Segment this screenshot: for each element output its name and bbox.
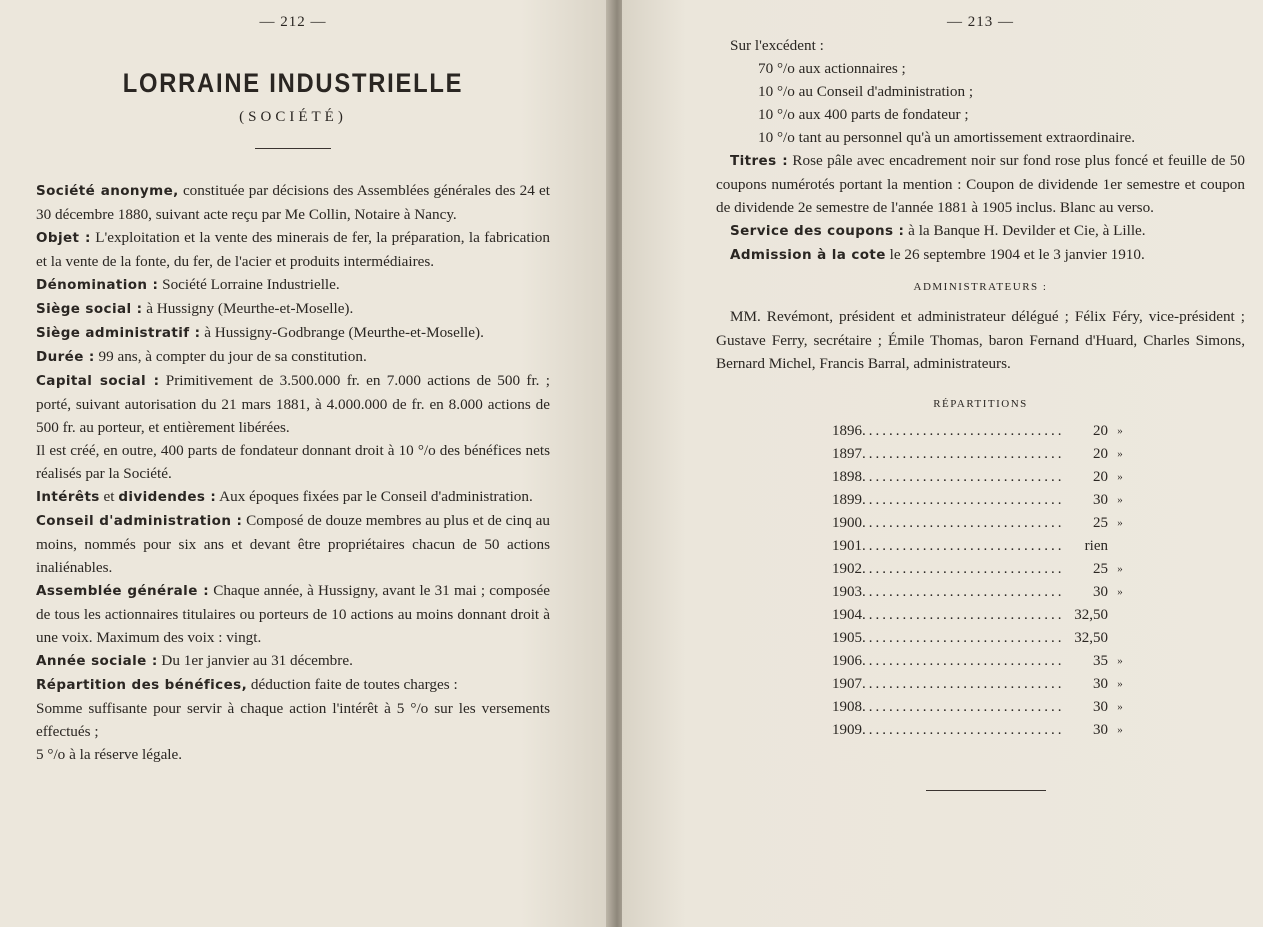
ditto-mark: » xyxy=(1117,723,1123,736)
section-paragraph xyxy=(36,297,550,321)
year-label: 1904 xyxy=(832,606,862,623)
section-heading: Titres : xyxy=(730,153,789,169)
repartition-value: 30 xyxy=(1093,721,1108,738)
section-paragraph xyxy=(36,673,550,697)
repartition-value: 20 xyxy=(1093,445,1108,462)
section-heading: Capital social : xyxy=(36,373,160,389)
section-connector: et xyxy=(99,488,119,505)
table-row xyxy=(832,696,1245,719)
end-divider xyxy=(926,790,1046,791)
table-row xyxy=(832,581,1245,604)
table-row xyxy=(832,558,1245,581)
section-paragraph xyxy=(716,149,1245,219)
section-text: Primitivement de 3.500.000 fr. en 7.000 actions de 500 fr. ; porté, suivant autorisation du 21 mars 1881, à 4.000.000 de fr. en 8.000 actions de 500 fr. au porteur, et entièrement libérées. xyxy=(36,372,550,436)
repartition-year xyxy=(832,489,1068,512)
ditto-mark: » xyxy=(1117,493,1123,506)
repartition-year xyxy=(832,466,1068,489)
section-heading: Intérêts xyxy=(36,489,100,505)
ditto-mark xyxy=(1108,535,1132,558)
section-text: à Hussigny-Godbrange (Meurthe-et-Moselle). xyxy=(200,324,484,341)
section-text: 5 °/o à la réserve légale. xyxy=(36,746,183,763)
leader-dots: .............................. xyxy=(862,537,1065,554)
section-paragraph xyxy=(36,226,550,273)
section-text: Du 1er janvier au 31 décembre. xyxy=(157,652,353,669)
section-text: Somme suffisante pour servir à chaque action l'intérêt à 5 °/o sur les versements effectués ; xyxy=(36,700,550,740)
leader-dots: .............................. xyxy=(862,606,1065,623)
year-label: 1902 xyxy=(832,560,862,577)
left-body xyxy=(36,179,550,766)
section-paragraph xyxy=(36,649,550,673)
left-page xyxy=(0,0,612,927)
repartition-value: 35 xyxy=(1093,652,1108,669)
section-paragraph xyxy=(36,509,550,579)
section-text: à Hussigny (Meurthe-et-Moselle). xyxy=(142,300,354,317)
leader-dots: .............................. xyxy=(862,675,1065,692)
section-text: Chaque année, à Hussigny, avant le 31 mai ; composée de tous les actionnaires titulaires ou porteurs de 10 actions au moins donnant droit à une voix. Maximum des voix : vingt. xyxy=(36,582,551,646)
allocation-item: 10 °/o aux 400 parts de fondateur ; xyxy=(758,106,969,123)
section-heading: Durée : xyxy=(36,349,95,365)
repartitions-heading: RÉPARTITIONS xyxy=(933,397,1028,410)
section-text: 99 ans, à compter du jour de sa constitution. xyxy=(94,348,367,365)
table-row xyxy=(832,512,1245,535)
leader-dots: .............................. xyxy=(862,698,1065,715)
section-heading: Conseil d'administration : xyxy=(36,513,243,529)
repartition-year xyxy=(832,673,1068,696)
ditto-mark: » xyxy=(1117,562,1123,575)
leader-dots: .............................. xyxy=(862,629,1065,646)
section-heading: Admission à la cote xyxy=(730,247,886,263)
section-text: Il est créé, en outre, 400 parts de fondateur donnant droit à 10 °/o des bénéfices nets réalisés par la Société. xyxy=(36,442,550,482)
section-heading: Répartition des bénéfices, xyxy=(36,677,248,693)
page-number: — 213 — xyxy=(947,14,1014,30)
leader-dots: .............................. xyxy=(862,721,1065,738)
repartition-value: 25 xyxy=(1093,514,1108,531)
repartition-value: 32,50 xyxy=(1074,629,1108,646)
repartition-year xyxy=(832,512,1068,535)
repartition-value: 30 xyxy=(1093,698,1108,715)
year-label: 1903 xyxy=(832,583,862,600)
leader-dots: .............................. xyxy=(862,445,1065,462)
section-heading: Service des coupons : xyxy=(730,223,905,239)
year-label: 1906 xyxy=(832,652,862,669)
table-row xyxy=(832,466,1245,489)
year-label: 1908 xyxy=(832,698,862,715)
repartitions-table xyxy=(832,420,1245,742)
year-label: 1905 xyxy=(832,629,862,646)
year-label: 1901 xyxy=(832,537,862,554)
year-label: 1899 xyxy=(832,491,862,508)
table-row xyxy=(832,489,1245,512)
year-label: 1909 xyxy=(832,721,862,738)
section-heading: dividendes : xyxy=(118,489,217,505)
leader-dots: .............................. xyxy=(862,514,1065,531)
section-paragraph xyxy=(36,273,550,297)
section-paragraph xyxy=(36,697,550,743)
section-paragraph xyxy=(36,369,550,439)
repartition-value: 25 xyxy=(1093,560,1108,577)
page-subtitle: (SOCIÉTÉ) xyxy=(239,109,347,125)
leader-dots: .............................. xyxy=(862,583,1065,600)
ditto-mark xyxy=(1108,604,1132,627)
section-text: le 26 septembre 1904 et le 3 janvier 1910. xyxy=(885,246,1145,263)
repartition-value: 30 xyxy=(1093,491,1108,508)
section-heading: Assemblée générale : xyxy=(36,583,210,599)
table-row xyxy=(832,673,1245,696)
section-text: Aux époques fixées par le Conseil d'administration. xyxy=(216,488,533,505)
section-heading: Objet : xyxy=(36,230,91,246)
section-text: L'exploitation et la vente des minerais de fer, la préparation, la fabrication et la vente de la fonte, du fer, de l'acier et produits intermédiaires. xyxy=(36,229,550,270)
repartition-value: 20 xyxy=(1093,468,1108,485)
section-paragraph xyxy=(36,439,550,485)
repartition-year xyxy=(832,420,1068,443)
section-heading: Siège administratif : xyxy=(36,325,201,341)
table-row xyxy=(832,604,1245,627)
page-number: — 212 — xyxy=(259,14,327,30)
repartition-year xyxy=(832,604,1068,627)
repartition-year xyxy=(832,627,1068,650)
section-paragraph xyxy=(36,579,550,649)
section-paragraph xyxy=(716,243,1245,267)
allocation-item: 10 °/o au Conseil d'administration ; xyxy=(758,83,974,100)
repartition-year xyxy=(832,581,1068,604)
section-paragraph xyxy=(36,321,550,345)
leader-dots: .............................. xyxy=(862,422,1065,439)
year-label: 1900 xyxy=(832,514,862,531)
section-heading: Année sociale : xyxy=(36,653,158,669)
repartition-value: 20 xyxy=(1093,422,1108,439)
administrators-heading: ADMINISTRATEURS : xyxy=(913,281,1048,293)
excess-intro: Sur l'excédent : xyxy=(730,37,824,54)
repartition-value: 32,50 xyxy=(1074,606,1108,623)
table-row xyxy=(832,650,1245,673)
year-label: 1898 xyxy=(832,468,862,485)
table-row xyxy=(832,535,1245,558)
allocation-item: 10 °/o tant au personnel qu'à un amortissement extraordinaire. xyxy=(758,129,1135,146)
ditto-mark: » xyxy=(1117,516,1123,529)
repartition-year xyxy=(832,719,1068,742)
repartition-year xyxy=(832,558,1068,581)
allocation-list xyxy=(716,57,1245,149)
table-row xyxy=(832,719,1245,742)
repartition-year xyxy=(832,696,1068,719)
section-text: Rose pâle avec encadrement noir sur fond rose plus foncé et feuille de 50 coupons numérotés portant la mention : Coupon de dividende 1er semestre et coupon de dividende 2e semestre de l'année 1881 à 1905 inclus. Blanc au verso. xyxy=(716,152,1245,216)
title-divider xyxy=(255,148,331,149)
section-text: Société Lorraine Industrielle. xyxy=(158,276,340,293)
year-label: 1897 xyxy=(832,445,862,462)
repartition-year xyxy=(832,535,1068,558)
repartition-year xyxy=(832,650,1068,673)
repartition-value: 30 xyxy=(1093,675,1108,692)
section-paragraph xyxy=(36,179,550,226)
ditto-mark: » xyxy=(1117,470,1123,483)
ditto-mark: » xyxy=(1117,424,1123,437)
page-title: LORRAINE INDUSTRIELLE xyxy=(122,68,464,98)
ditto-mark: » xyxy=(1117,447,1123,460)
section-text: déduction faite de toutes charges : xyxy=(247,676,458,693)
leader-dots: .............................. xyxy=(862,468,1065,485)
ditto-mark: » xyxy=(1117,677,1123,690)
section-heading: Dénomination : xyxy=(36,277,159,293)
table-row xyxy=(832,443,1245,466)
administrators-text: MM. Revémont, président et administrateur délégué ; Félix Féry, vice-président ; Gustave Ferry, secrétaire ; Émile Thomas, baron Fernand d'Huard, Charles Simons, Bernard Michel, Francis Barral, administrateurs. xyxy=(716,308,1245,372)
ditto-mark: » xyxy=(1117,700,1123,713)
section-text: constituée par décisions des Assemblées générales des 24 et 30 décembre 1880, suivant acte reçu par Me Collin, Notaire à Nancy. xyxy=(36,182,550,223)
repartition-value: rien xyxy=(1084,537,1108,554)
section-heading: Siège social : xyxy=(36,301,143,317)
section-paragraph xyxy=(716,219,1245,243)
repartition-year xyxy=(832,443,1068,466)
leader-dots: .............................. xyxy=(862,560,1065,577)
allocation-item: 70 °/o aux actionnaires ; xyxy=(758,60,906,77)
ditto-mark xyxy=(1108,627,1132,650)
section-paragraph xyxy=(36,345,550,369)
ditto-mark: » xyxy=(1117,585,1123,598)
section-text: à la Banque H. Devilder et Cie, à Lille. xyxy=(904,222,1146,239)
right-page xyxy=(622,0,1263,927)
section-paragraph xyxy=(36,743,550,766)
section-paragraph xyxy=(36,485,550,509)
right-body xyxy=(716,149,1245,267)
year-label: 1907 xyxy=(832,675,862,692)
leader-dots: .............................. xyxy=(862,491,1065,508)
table-row xyxy=(832,627,1245,650)
repartition-value: 30 xyxy=(1093,583,1108,600)
ditto-mark: » xyxy=(1117,654,1123,667)
section-heading: Société anonyme, xyxy=(36,183,179,199)
table-row xyxy=(832,420,1245,443)
leader-dots: .............................. xyxy=(862,652,1065,669)
year-label: 1896 xyxy=(832,422,862,439)
section-text: Composé de douze membres au plus et de cinq au moins, nommés pour six ans et devant être propriétaires chacun de 50 actions inaliénables. xyxy=(36,512,550,576)
